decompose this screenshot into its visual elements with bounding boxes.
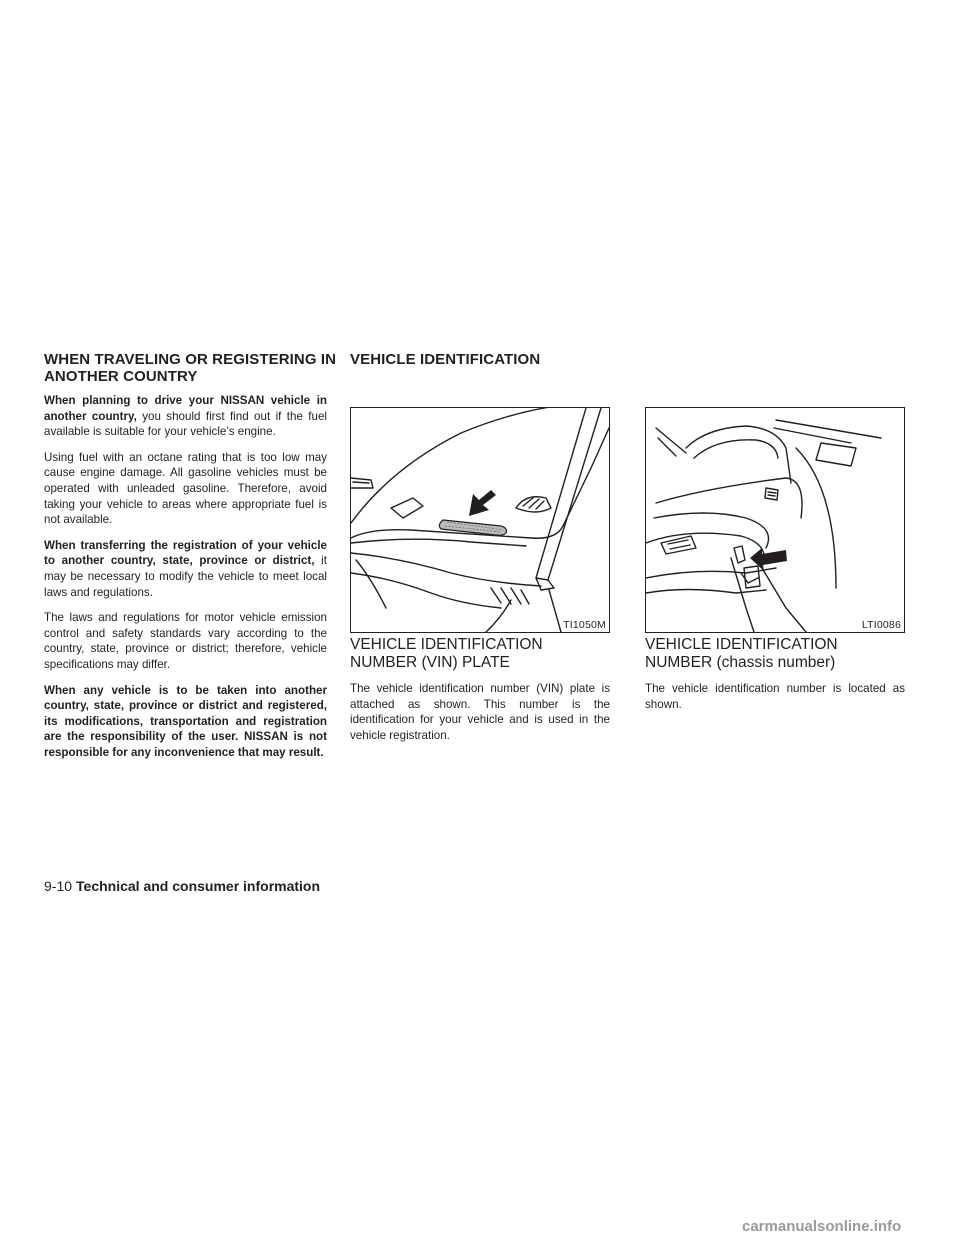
- vin-plate-text: The vehicle identification number (VIN) plate is attached as shown. This number is the identification for your vehicle and is used in the vehicle registration.: [350, 682, 610, 742]
- arrow-icon: [469, 490, 496, 516]
- figure-code: LTI0086: [861, 619, 901, 631]
- arrow-icon: [750, 548, 787, 571]
- section-heading-traveling: WHEN TRAVELING OR REGISTERING IN ANOTHER COUNTRY: [44, 351, 337, 385]
- vin-plate-heading: VEHICLE IDENTIFICATION NUMBER (VIN) PLATE: [350, 636, 543, 671]
- bold-warning: When any vehicle is to be taken into another country, state, province or district and registered, its modifications, transportation and registration are the responsibility of the user. NISSAN is not responsible for any inconvenience that may result.: [44, 683, 327, 759]
- section-heading-vehicle-identification: VEHICLE IDENTIFICATION: [350, 351, 541, 368]
- chapter-title: Technical and consumer information: [76, 878, 321, 894]
- paragraph-planning: [44, 393, 327, 440]
- paragraph-transferring: [44, 538, 327, 600]
- bold-lead: When transferring the registration of your vehicle to another country, state, province or district,: [44, 538, 327, 568]
- dashboard-vin-plate-illustration: [351, 408, 609, 632]
- bold-lead: When planning to drive your NISSAN vehicle in another country,: [44, 394, 327, 423]
- paragraph-octane: Using fuel with an octane rating that is too low may cause engine damage. All gasoline vehicles must be operated with unleaded gasoline. Therefore, avoid taking your vehicle to areas where appropriate fuel is not available.: [44, 450, 327, 527]
- figure-code: TI1050M: [563, 619, 606, 631]
- paragraph-emission: The laws and regulations for motor vehicle emission control and safety standards vary according to the country, state, province or district; therefore, vehicle specifications may differ.: [44, 611, 327, 671]
- chassis-number-text: The vehicle identification number is located as shown.: [645, 682, 905, 711]
- chassis-number-figure: [645, 407, 905, 633]
- vin-plate-figure: [350, 407, 610, 633]
- watermark-text: carmanualsonline.info: [742, 1218, 902, 1235]
- seat-chassis-number-illustration: [646, 408, 904, 632]
- paragraph-text: you should first find out if the fuel available is suitable for your vehicle’s engine.: [44, 409, 327, 439]
- page-footer: [44, 877, 320, 895]
- traveling-text-column: [44, 393, 327, 770]
- chassis-number-heading: VEHICLE IDENTIFICATION NUMBER (chassis number): [645, 636, 838, 671]
- paragraph-responsibility: [44, 683, 327, 761]
- page-number: 9-10: [44, 878, 73, 894]
- paragraph-text: it may be necessary to modify the vehicle to meet local laws and regulations.: [44, 554, 327, 599]
